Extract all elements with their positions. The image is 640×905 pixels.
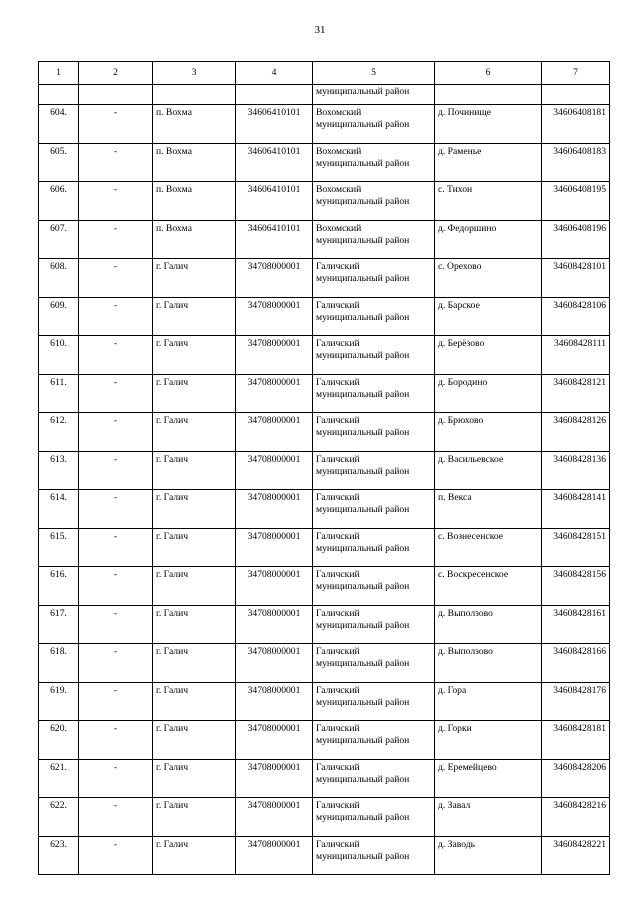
district-name: Галичский	[316, 569, 360, 580]
cell-locality: п. Векса	[435, 490, 542, 529]
cell-number: 609.	[39, 297, 79, 336]
cell-district	[313, 182, 435, 221]
district-name: Галичский	[316, 607, 360, 619]
district-type: муниципальный район	[316, 273, 410, 284]
cell-settlement-code: 34708000001	[236, 721, 313, 760]
cell-settlement-code: 34708000001	[236, 644, 313, 683]
cell-locality: д. Гора	[435, 682, 542, 721]
cell-district	[313, 143, 435, 182]
cell-col2: -	[79, 490, 153, 529]
cell-settlement-code: 34606410101	[236, 105, 313, 144]
cell-settlement: г. Галич	[153, 259, 236, 298]
table-row	[39, 182, 610, 221]
table-row	[39, 297, 610, 336]
cell-number: 608.	[39, 259, 79, 298]
cell-district	[313, 605, 435, 644]
table-row	[39, 220, 610, 259]
cell-number: 621.	[39, 759, 79, 798]
cell-locality	[435, 85, 542, 105]
cell-number: 623.	[39, 836, 79, 875]
table-row	[39, 528, 610, 567]
cell-settlement-code: 34708000001	[236, 798, 313, 837]
column-header: 4	[236, 62, 313, 85]
cell-district	[313, 567, 435, 606]
district-type: муниципальный район	[316, 658, 410, 669]
cell-settlement: г. Галич	[153, 721, 236, 760]
cell-locality: д. Раменье	[435, 143, 542, 182]
cell-locality: с. Орехово	[435, 259, 542, 298]
cell-settlement-code: 34708000001	[236, 490, 313, 529]
cell-number: 610.	[39, 336, 79, 375]
district-type: муниципальный район	[316, 157, 410, 169]
cell-settlement-code: 34708000001	[236, 297, 313, 336]
cell-locality-code: 34608428206	[542, 759, 610, 798]
cell-settlement: г. Галич	[153, 336, 236, 375]
district-name: Галичский	[316, 761, 360, 773]
cell-locality: д. Васильевское	[435, 451, 542, 490]
cell-locality-code: 34606408181	[542, 105, 610, 144]
cell-locality: д. Заводь	[435, 836, 542, 875]
cell-settlement: г. Галич	[153, 644, 236, 683]
district-name: Вохомский	[316, 184, 362, 195]
table-row	[39, 259, 610, 298]
cell-col2: -	[79, 567, 153, 606]
district-name: Галичский	[316, 338, 360, 349]
cell-number: 612.	[39, 413, 79, 452]
continuation-row	[39, 85, 610, 105]
cell-settlement: г. Галич	[153, 836, 236, 875]
cell-number: 616.	[39, 567, 79, 606]
cell-locality: с. Воскресенское	[435, 567, 542, 606]
cell-district	[313, 644, 435, 683]
district-type: муниципальный район	[316, 119, 410, 130]
table-row	[39, 490, 610, 529]
cell-locality: д. Починище	[435, 105, 542, 144]
district-type: муниципальный район	[316, 311, 410, 323]
cell-locality: д. Завал	[435, 798, 542, 837]
district-type: муниципальный район	[316, 465, 410, 477]
cell-locality-code: 34608428221	[542, 836, 610, 875]
cell-locality-code: 34608428151	[542, 528, 610, 567]
table-row	[39, 605, 610, 644]
table-row	[39, 105, 610, 144]
district-type: муниципальный район	[316, 542, 410, 554]
table-row	[39, 451, 610, 490]
cell-locality-code: 34606408183	[542, 143, 610, 182]
district-name: Вохомский	[316, 145, 362, 157]
cell-district	[313, 413, 435, 452]
cell-locality-code	[542, 85, 610, 105]
cell-number: 618.	[39, 644, 79, 683]
cell-number: 611.	[39, 374, 79, 413]
district-name: Вохомский	[316, 107, 362, 118]
district-type: муниципальный район	[316, 350, 410, 361]
district-name: Галичский	[316, 800, 360, 811]
district-type: муниципальный район	[316, 427, 410, 438]
cell-settlement-code: 34606410101	[236, 182, 313, 221]
cell-settlement-code: 34606410101	[236, 220, 313, 259]
cell-settlement-code: 34708000001	[236, 336, 313, 375]
cell-settlement: п. Вохма	[153, 182, 236, 221]
cell-col2: -	[79, 143, 153, 182]
district-name: Галичский	[316, 646, 360, 657]
cell-settlement-code: 34708000001	[236, 682, 313, 721]
cell-settlement: г. Галич	[153, 413, 236, 452]
header-row	[39, 62, 610, 85]
cell-number: 615.	[39, 528, 79, 567]
table-row	[39, 836, 610, 875]
district-type: муниципальный район	[316, 234, 410, 246]
cell-locality-code: 34608428121	[542, 374, 610, 413]
cell-number: 620.	[39, 721, 79, 760]
cell-district	[313, 374, 435, 413]
column-header: 2	[79, 62, 153, 85]
cell-number: 605.	[39, 143, 79, 182]
cell-col2: -	[79, 259, 153, 298]
cell-locality-code: 34608428166	[542, 644, 610, 683]
table-row	[39, 644, 610, 683]
cell-locality-code: 34608428161	[542, 605, 610, 644]
table-row	[39, 336, 610, 375]
district-type: муниципальный район	[316, 696, 410, 708]
cell-settlement: г. Галич	[153, 798, 236, 837]
cell-col2: -	[79, 336, 153, 375]
cell-locality: д. Выползово	[435, 605, 542, 644]
cell-col2: -	[79, 721, 153, 760]
district-type: муниципальный район	[316, 773, 410, 785]
district-name: Галичский	[316, 261, 360, 272]
district-type: муниципальный район	[316, 735, 410, 746]
cell-locality: д. Горки	[435, 721, 542, 760]
cell-settlement: п. Вохма	[153, 220, 236, 259]
cell-locality-code: 34608428141	[542, 490, 610, 529]
cell-locality-code: 34608428106	[542, 297, 610, 336]
cell-district	[313, 336, 435, 375]
cell-district	[313, 297, 435, 336]
cell-locality-code: 34608428136	[542, 451, 610, 490]
district-type: муниципальный район	[316, 388, 410, 400]
cell-col2: -	[79, 105, 153, 144]
cell-settlement: г. Галич	[153, 490, 236, 529]
table-row	[39, 567, 610, 606]
column-header: 6	[435, 62, 542, 85]
column-header: 1	[39, 62, 79, 85]
cell-settlement-code: 34708000001	[236, 451, 313, 490]
page-number: 31	[314, 24, 326, 36]
cell-locality-code: 34606408195	[542, 182, 610, 221]
table-row	[39, 759, 610, 798]
district-type: муниципальный район	[316, 581, 410, 592]
cell-locality-code: 34608428111	[542, 336, 610, 375]
table-row	[39, 143, 610, 182]
district-type: муниципальный район	[316, 850, 410, 862]
cell-settlement-code: 34708000001	[236, 836, 313, 875]
cell-number: 613.	[39, 451, 79, 490]
cell-locality: с. Вознесенское	[435, 528, 542, 567]
cell-col2: -	[79, 644, 153, 683]
column-header: 7	[542, 62, 610, 85]
cell-district	[313, 528, 435, 567]
cell-locality-code: 34608428216	[542, 798, 610, 837]
cell-district	[313, 836, 435, 875]
cell-col2: -	[79, 605, 153, 644]
cell-col2: -	[79, 836, 153, 875]
cell-settlement-code: 34708000001	[236, 259, 313, 298]
cell-locality: д. Бородино	[435, 374, 542, 413]
cell-number: 604.	[39, 105, 79, 144]
district-name: Галичский	[316, 453, 360, 465]
district-type: муниципальный район	[316, 504, 410, 515]
table-row	[39, 721, 610, 760]
cell-locality: д. Берёзово	[435, 336, 542, 375]
column-header: 5	[313, 62, 435, 85]
cell-locality-code: 34606408196	[542, 220, 610, 259]
cell-col2	[79, 85, 153, 105]
cell-settlement-code: 34708000001	[236, 567, 313, 606]
district-type: муниципальный район	[316, 196, 410, 207]
cell-locality: д. Брюхово	[435, 413, 542, 452]
cell-col2: -	[79, 374, 153, 413]
cell-col2: -	[79, 182, 153, 221]
cell-settlement-code: 34708000001	[236, 413, 313, 452]
district-name: Галичский	[316, 684, 360, 696]
cell-locality: д. Федоршино	[435, 220, 542, 259]
cell-locality: д. Выползово	[435, 644, 542, 683]
cell-settlement-code: 34708000001	[236, 528, 313, 567]
district-name: Галичский	[316, 838, 360, 850]
table-row	[39, 798, 610, 837]
cell-settlement-code	[236, 85, 313, 105]
cell-district	[313, 105, 435, 144]
table-row	[39, 374, 610, 413]
cell-settlement: г. Галич	[153, 682, 236, 721]
cell-district	[313, 490, 435, 529]
cell-locality-code: 34608428181	[542, 721, 610, 760]
cell-locality-code: 34608428176	[542, 682, 610, 721]
district-name: Галичский	[316, 530, 360, 542]
cell-settlement-code: 34708000001	[236, 759, 313, 798]
cell-settlement: г. Галич	[153, 605, 236, 644]
column-header: 3	[153, 62, 236, 85]
cell-col2: -	[79, 297, 153, 336]
district-type: муниципальный район	[316, 619, 410, 631]
district-name: Галичский	[316, 376, 360, 388]
table-row	[39, 413, 610, 452]
cell-district	[313, 451, 435, 490]
registry-table	[38, 61, 610, 875]
cell-locality-code: 34608428156	[542, 567, 610, 606]
district-name: Галичский	[316, 415, 360, 426]
table-row	[39, 682, 610, 721]
cell-locality-code: 34608428101	[542, 259, 610, 298]
cell-locality: д. Еремейцево	[435, 759, 542, 798]
cell-locality: д. Барское	[435, 297, 542, 336]
cell-settlement-code: 34708000001	[236, 374, 313, 413]
cell-col2: -	[79, 220, 153, 259]
cell-number: 614.	[39, 490, 79, 529]
cell-district	[313, 682, 435, 721]
cell-settlement: г. Галич	[153, 528, 236, 567]
cell-settlement-code: 34708000001	[236, 605, 313, 644]
cell-number: 606.	[39, 182, 79, 221]
district-name: Галичский	[316, 492, 360, 503]
cell-settlement: г. Галич	[153, 451, 236, 490]
cell-settlement: п. Вохма	[153, 143, 236, 182]
cell-district	[313, 721, 435, 760]
cell-number: 617.	[39, 605, 79, 644]
cell-col2: -	[79, 682, 153, 721]
cell-locality-code: 34608428126	[542, 413, 610, 452]
district-name: Вохомский	[316, 222, 362, 234]
cell-district	[313, 220, 435, 259]
cell-district: муниципальный район	[313, 85, 435, 105]
district-name: Галичский	[316, 723, 360, 734]
cell-district	[313, 259, 435, 298]
district-type: муниципальный район	[316, 812, 410, 823]
cell-col2: -	[79, 798, 153, 837]
cell-settlement: г. Галич	[153, 567, 236, 606]
cell-col2: -	[79, 528, 153, 567]
cell-number	[39, 85, 79, 105]
cell-col2: -	[79, 451, 153, 490]
cell-col2: -	[79, 759, 153, 798]
cell-locality: с. Тихон	[435, 182, 542, 221]
cell-number: 622.	[39, 798, 79, 837]
cell-number: 607.	[39, 220, 79, 259]
cell-settlement: г. Галич	[153, 759, 236, 798]
cell-district	[313, 759, 435, 798]
cell-settlement: г. Галич	[153, 374, 236, 413]
cell-number: 619.	[39, 682, 79, 721]
cell-col2: -	[79, 413, 153, 452]
district-name: Галичский	[316, 299, 360, 311]
cell-settlement: г. Галич	[153, 297, 236, 336]
cell-settlement: п. Вохма	[153, 105, 236, 144]
cell-settlement-code: 34606410101	[236, 143, 313, 182]
cell-district	[313, 798, 435, 837]
cell-settlement	[153, 85, 236, 105]
